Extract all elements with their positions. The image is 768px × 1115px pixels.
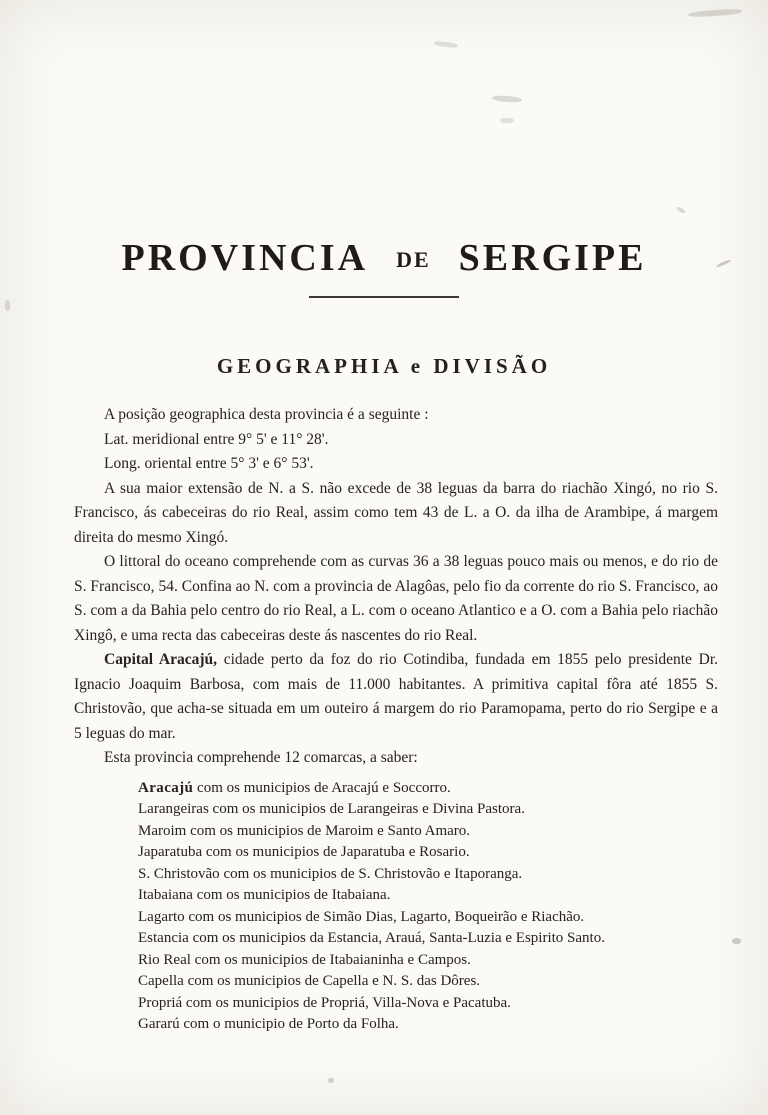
comarca-name: Larangeiras [138, 801, 209, 817]
title-word-provincia: PROVINCIA [121, 237, 369, 279]
comarca-rest: com os municipios de Itabaianinha e Campos. [190, 951, 471, 968]
capital-text: cidade perto da foz do rio Cotindiba, fundada em 1855 pelo presidente Dr. Ignacio Joaquim Barbosa, com mais de 11.000 habitantes. A primitiva capital fôra até 1855 S. Christovão, que acha-se situada em um outeiro á margem do rio Paramopama, perto do rio Sergipe e a 5 leguas do mar. [74, 651, 718, 742]
comarca-item-japaratuba [138, 842, 718, 864]
comarca-rest: com os municipios de Propriá, Villa-Nova e Pacatuba. [182, 994, 511, 1011]
comarca-item-propria [138, 993, 718, 1015]
comarca-rest: com os municipios de Simão Dias, Lagarto, Boqueirão e Riachão. [184, 908, 585, 925]
comarca-item-lagarto [138, 907, 718, 929]
comarca-name: Japaratuba [138, 844, 203, 860]
comarca-rest: com os municipios de S. Christovão e Itaporanga. [219, 865, 523, 882]
comarca-rest: com os municipios da Estancia, Arauá, Santa-Luzia e Espirito Santo. [188, 930, 605, 946]
comarca-rest: com os municipios de Itabaiana. [192, 887, 391, 903]
comarca-name: Itabaiana [138, 887, 193, 903]
comarca-rest: com os municipios de Capella e N. S. das Dôres. [183, 973, 481, 989]
comarca-name: Gararú [138, 1016, 180, 1032]
comarca-rest: com o municipio de Porto da Folha. [179, 1016, 399, 1032]
document-title [0, 236, 768, 280]
comarca-name: Maroim [138, 822, 187, 839]
comarca-name: Lagarto [138, 908, 185, 925]
scan-artifact [328, 1078, 334, 1083]
capital-lead: Capital Aracajú, [104, 651, 218, 668]
title-word-de: DE [396, 247, 431, 272]
paragraph-capital [74, 648, 718, 746]
document-body [0, 403, 768, 1036]
comarca-item-s-christovao [138, 864, 718, 886]
comarca-name: Capella [138, 973, 184, 989]
scan-artifact [732, 938, 741, 944]
comarca-item-gararu [138, 1014, 718, 1036]
comarca-item-maroim [138, 821, 718, 843]
comarca-item-capella [138, 971, 718, 993]
comarca-item-itabaiana [138, 885, 718, 907]
scan-artifact [434, 41, 458, 49]
latitude-line: Lat. meridional entre 9° 5' e 11° 28'. [104, 430, 329, 448]
comarca-rest: com os municipios de Maroim e Santo Amaro. [186, 822, 471, 839]
comarca-list [138, 778, 718, 1036]
comarca-item-aracaju [138, 778, 718, 800]
scan-artifact [5, 300, 10, 311]
title-word-sergipe: SERGIPE [458, 237, 647, 279]
paragraph-littoral: O littoral do oceano comprehende com as curvas 36 a 38 leguas pouco mais ou menos, e do rio de S. Francisco, 54. Confina ao N. com a provincia de Alagôas, pelo fio da corrente do rio S. Francisco, ao S. com a da Bahia pelo centro do rio Real, a L. com o oceano Atlantico e a O. com a Bahia pelo riachão Xingô, e uma recta das cabeceiras deste ás nascentes do rio Real. [74, 553, 718, 644]
scan-artifact [676, 206, 687, 214]
longitude-line: Long. oriental entre 5° 3' e 6° 53'. [104, 455, 314, 472]
comarca-rest: com os municipios de Japaratuba e Rosario. [202, 844, 470, 860]
title-rule [309, 296, 459, 298]
comarca-item-larangeiras [138, 799, 718, 821]
comarca-item-rio-real [138, 950, 718, 972]
scan-artifact [688, 8, 742, 18]
comarca-rest: com os municipios de Larangeiras e Divina Pastora. [208, 801, 525, 817]
scan-artifact [492, 95, 522, 103]
comarca-name: S. Christovão [138, 865, 220, 882]
paragraph-intro: A posição geographica desta provincia é a seguinte : [104, 406, 429, 423]
scan-artifact [500, 118, 514, 123]
paragraph-comarcas-intro: Esta provincia comprehende 12 comarcas, a saber: [104, 749, 418, 766]
comarca-name: Estancia [138, 930, 189, 946]
section-heading: GEOGRAPHIA e DIVISÃO [216, 354, 552, 378]
comarca-item-estancia [138, 928, 718, 950]
comarca-name: Aracajú [138, 779, 194, 796]
comarca-name: Propriá [138, 994, 183, 1011]
comarca-name: Rio Real [138, 951, 191, 968]
comarca-rest: com os municipios de Aracajú e Soccorro. [193, 779, 451, 796]
paragraph-extensao: A sua maior extensão de N. a S. não excede de 38 leguas da barra do riachão Xingó, no rio S. Francisco, ás cabeceiras do rio Real, assim como tem 43 de L. a O. da ilha de Arambipe, á margem direita do mesmo Xingó. [74, 479, 718, 546]
